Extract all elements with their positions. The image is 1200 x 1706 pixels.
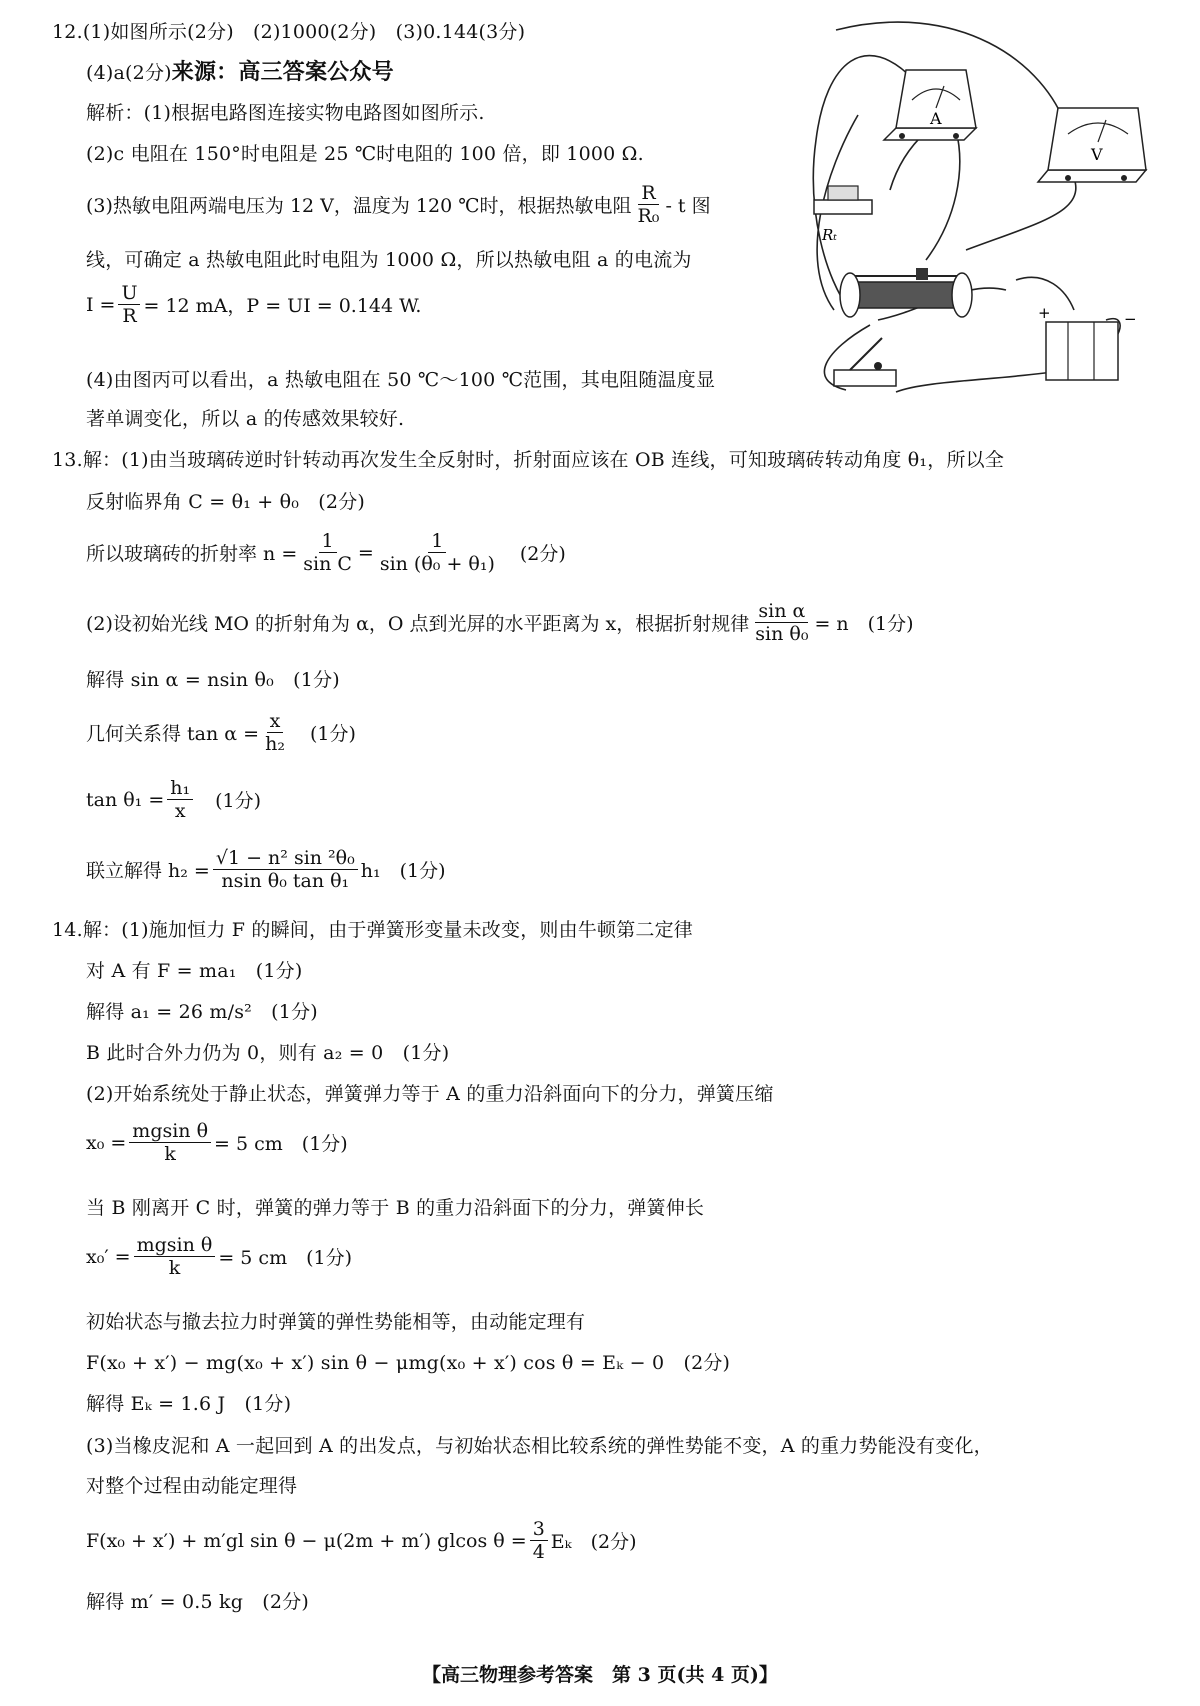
frac-numerator: mgsin θ (129, 1120, 211, 1143)
q12-analysis-3-cont: 线，可确定 a 热敏电阻此时电阻为 1000 Ω，所以热敏电阻 a 的电流为 (86, 249, 692, 271)
thermistor-label: Rₜ (822, 226, 837, 244)
q12-analysis-3 (86, 182, 711, 227)
frac-denominator: nsin θ₀ tan θ₁ (221, 870, 350, 892)
mgsin-over-k-fraction (129, 1120, 211, 1165)
q14-energy-statement: 初始状态与撤去拉力时弹簧的弹性势能相等，由动能定理有 (86, 1311, 586, 1333)
frac-denominator: sin θ₀ (755, 623, 809, 645)
equals-sign: = (357, 541, 374, 564)
h2-fraction (213, 847, 358, 892)
fraction-1 (300, 530, 355, 575)
frac-numerator: 3 (530, 1518, 548, 1541)
q12-current-formula (86, 282, 421, 327)
q14-x0-prime (86, 1234, 352, 1279)
frac-numerator: 1 (319, 530, 337, 553)
h1-over-x-fraction (167, 777, 193, 822)
formula-lhs: x₀′ = (86, 1245, 131, 1268)
q12-analysis-3-tail: - t 图 (665, 195, 711, 217)
q14-ek-result: 解得 Eₖ = 1.6 J (1分) (86, 1393, 292, 1415)
formula-lhs: 所以玻璃砖的折射率 n = (86, 543, 298, 565)
q14-x0 (86, 1120, 348, 1165)
formula-lhs: 几何关系得 tan α = (86, 723, 260, 745)
formula-lhs: 联立解得 h₂ = (86, 860, 210, 882)
frac-denominator: sin (θ₀ + θ₁) (379, 553, 495, 575)
battery-minus-label: − (1124, 310, 1137, 328)
frac-numerator: U (118, 282, 140, 305)
q14-a1-result: 解得 a₁ = 26 m/s² (1分) (86, 1001, 318, 1023)
voltmeter (1038, 108, 1146, 182)
formula-rhs: = 5 cm (1分) (214, 1133, 348, 1155)
q12-analysis-1: 解析：(1)根据电路图连接实物电路图如图所示. (86, 102, 485, 124)
frac-denominator: 4 (532, 1541, 545, 1563)
frac-numerator: 1 (428, 530, 446, 553)
q13-refraction-law (86, 600, 914, 645)
q13-tan-alpha (86, 710, 356, 755)
q14-b-leaves-c: 当 B 刚离开 C 时，弹簧的弹力等于 B 的重力沿斜面下的分力，弹簧伸长 (86, 1197, 705, 1219)
page-footer: 【高三物理参考答案 第 3 页(共 4 页)】 (422, 1664, 778, 1686)
q14-part-3-cont: 对整个过程由动能定理得 (86, 1475, 298, 1497)
frac-numerator: mgsin θ (134, 1234, 216, 1257)
q14-part-3: (3)当橡皮泥和 A 一起回到 A 的出发点，与初始状态相比较系统的弹性势能不变，A 的重力势能没有变化， (86, 1435, 993, 1457)
q12-answers: 12.(1)如图所示(2分) (2)1000(2分) (3)0.144(3分) (52, 21, 526, 43)
formula-lhs: I = (86, 293, 116, 316)
frac-denominator: k (164, 1143, 176, 1165)
formula-lhs: F(x₀ + x′) + m′gl sin θ − μ(2m + m′) glcos θ = (86, 1529, 527, 1552)
formula-lhs: (2)设初始光线 MO 的折射角为 α，O 点到光屏的水平距离为 x，根据折射规律 (86, 613, 750, 635)
frac-denominator: h₂ (265, 733, 285, 755)
frac-denominator: x (174, 800, 186, 822)
q14-part-2: (2)开始系统处于静止状态，弹簧弹力等于 A 的重力沿斜面向下的分力，弹簧压缩 (86, 1083, 774, 1105)
q12-analysis-4-cont: 著单调变化，所以 a 的传感效果较好. (86, 408, 405, 430)
frac-numerator: sin α (755, 600, 808, 623)
score: (2分) (500, 543, 566, 565)
frac-numerator: x (267, 710, 284, 733)
frac-denominator: k (168, 1257, 181, 1279)
q12-analysis-3-text: (3)热敏电阻两端电压为 12 V，温度为 120 ℃时，根据热敏电阻 (86, 195, 632, 217)
ammeter-label: A (930, 109, 942, 128)
fraction-2 (377, 530, 498, 575)
q14-newton-a: 对 A 有 F = ma₁ (1分) (86, 960, 303, 982)
formula-rhs: h₁ (1分) (360, 860, 446, 882)
three-quarters-fraction (530, 1518, 548, 1563)
battery-plus-label: + (1038, 304, 1051, 322)
source-watermark: 来源：高三答案公众号 (171, 59, 394, 85)
q12-analysis-4: (4)由图丙可以看出，a 热敏电阻在 50 ℃～100 ℃范围，其电阻随温度显 (86, 369, 716, 391)
x-over-h2-fraction (262, 710, 288, 755)
q13-h2-result (86, 847, 446, 892)
wire (926, 130, 960, 260)
q12-answer-4-text: (4)a(2分) (86, 62, 172, 84)
u-over-r-fraction (118, 282, 140, 327)
frac-numerator: √1 − n² sin ²θ₀ (213, 847, 358, 870)
q14-energy-equation: F(x₀ + x′) − mg(x₀ + x′) sin θ − μmg(x₀ + x′) cos θ = Eₖ − 0 (2分) (86, 1352, 731, 1374)
frac-denominator: R₀ (637, 205, 660, 227)
q13-tan-theta1 (86, 777, 261, 822)
q13-critical-angle: 反射临界角 C = θ₁ + θ₀ (2分) (86, 491, 366, 513)
mgsin-over-k-fraction (134, 1234, 216, 1279)
q14-b-force: B 此时合外力仍为 0，则有 a₂ = 0 (1分) (86, 1042, 450, 1064)
battery (1038, 304, 1137, 380)
circuit-diagram (806, 20, 1166, 405)
formula-lhs: tan θ₁ = (86, 788, 165, 811)
switch (834, 338, 896, 386)
voltmeter-label: V (1091, 145, 1103, 164)
formula-rhs: Eₖ (2分) (550, 1531, 637, 1553)
q14-final-equation (86, 1518, 637, 1563)
score: (1分) (290, 723, 356, 745)
q14-mass-result: 解得 m′ = 0.5 kg (2分) (86, 1591, 310, 1613)
frac-numerator: R (638, 182, 658, 205)
frac-denominator: R (122, 305, 137, 327)
q13-solution-1: 13.解：(1)由当玻璃砖逆时针转动再次发生全反射时，折射面应该在 OB 连线，可知玻璃砖转动角度 θ₁，所以全 (52, 449, 1005, 471)
score: (1分) (196, 790, 262, 812)
formula-rhs: = 5 cm (1分) (218, 1247, 353, 1269)
thermistor (814, 186, 872, 244)
q13-refractive-index (86, 530, 566, 575)
frac-denominator: sin C (303, 553, 352, 575)
frac-numerator: h₁ (167, 777, 193, 800)
sin-ratio-fraction (752, 600, 811, 645)
q12-answer-4 (86, 60, 394, 85)
q13-sin-alpha: 解得 sin α = nsin θ₀ (1分) (86, 669, 340, 691)
formula-lhs: x₀ = (86, 1131, 127, 1154)
formula-rhs: = 12 mA，P = UI = 0.144 W. (143, 295, 422, 317)
q12-analysis-2: (2)c 电阻在 150°时电阻是 25 ℃时电阻的 100 倍，即 1000 Ω. (86, 143, 644, 165)
ammeter (884, 70, 976, 140)
q14-solution-1: 14.解：(1)施加恒力 F 的瞬间，由于弹簧形变量未改变，则由牛顿第二定律 (52, 919, 693, 941)
rheostat (840, 268, 972, 317)
formula-rhs: = n (1分) (814, 613, 914, 635)
r-over-r0-fraction (635, 182, 663, 227)
